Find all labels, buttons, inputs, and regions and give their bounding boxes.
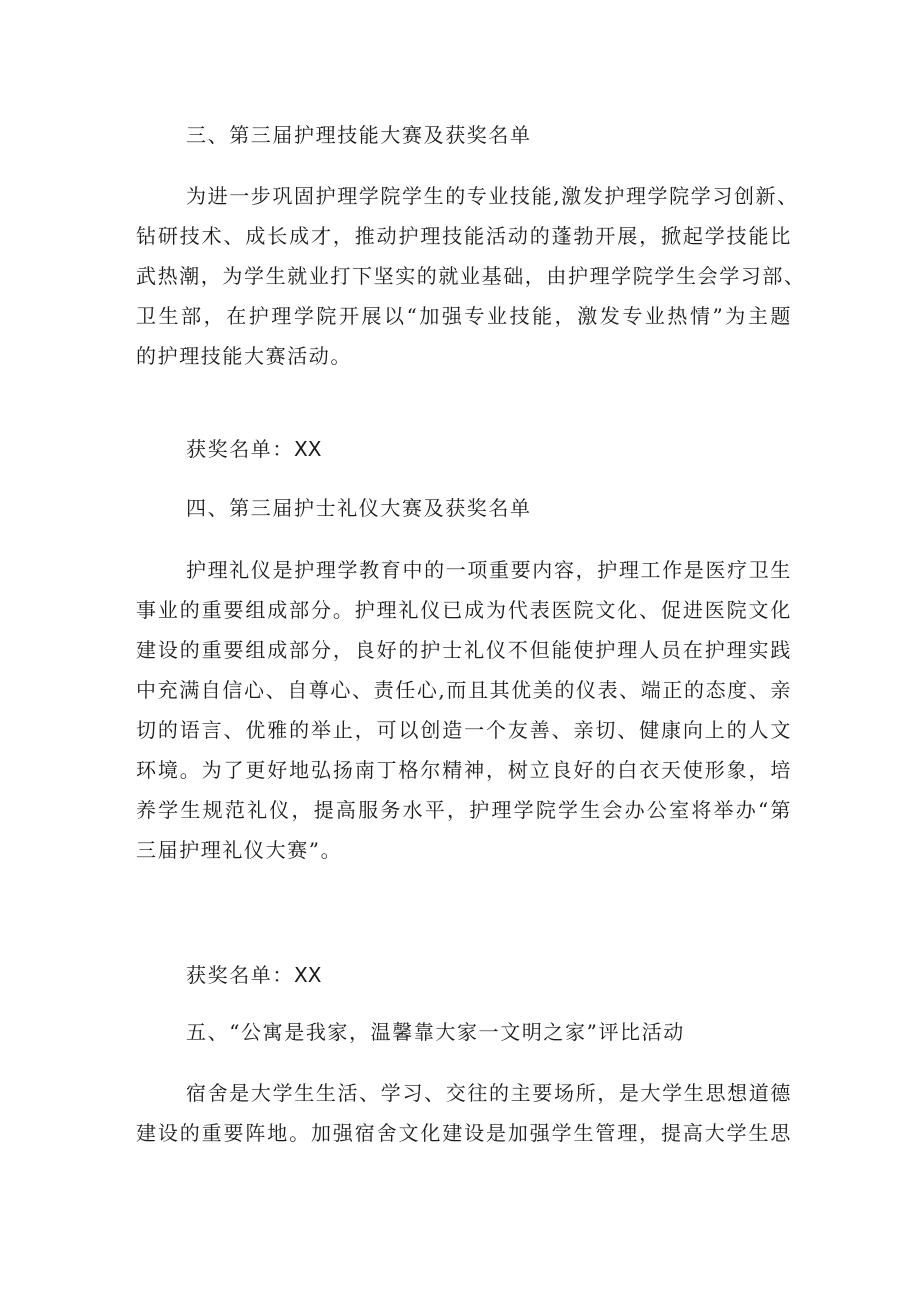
paragraph-line: 护理礼仪是护理学教育中的一项重要内容，护理工作是医疗卫生 bbox=[186, 558, 792, 582]
paragraph-line: 养学生规范礼仪，提高服务水平，护理学院学生会办公室将举办“第 bbox=[136, 798, 792, 822]
section-3-award bbox=[186, 429, 321, 469]
paragraph-line: 事业的重要组成部分。护理礼仪已成为代表医院文化、促进医院文化 bbox=[136, 598, 792, 622]
award-label: 获奖名单： bbox=[186, 963, 294, 987]
award-value: XX bbox=[294, 963, 322, 987]
paragraph-line: 为进一步巩固护理学院学生的专业技能,激发护理学院学习创新、 bbox=[186, 184, 799, 208]
section-3-paragraph bbox=[136, 176, 806, 376]
award-label: 获奖名单： bbox=[186, 437, 294, 461]
paragraph-line: 切的语言、优雅的举止，可以创造一个友善、亲切、健康向上的人文 bbox=[136, 718, 792, 742]
paragraph-line: 中充满自信心、自尊心、责任心,而且其优美的仪表、端正的态度、亲 bbox=[136, 678, 792, 702]
section-5-paragraph bbox=[136, 1073, 792, 1153]
award-value: XX bbox=[294, 437, 322, 461]
paragraph-line: 环境。为了更好地弘扬南丁格尔精神，树立良好的白衣天使形象，培 bbox=[136, 758, 792, 782]
paragraph-line: 三届护理礼仪大赛”。 bbox=[136, 838, 343, 862]
section-4-paragraph bbox=[136, 550, 792, 870]
paragraph-line: 的护理技能大赛活动。 bbox=[136, 344, 352, 368]
section-3-heading: 三、第三届护理技能大赛及获奖名单 bbox=[186, 123, 532, 147]
paragraph-line: 卫生部，在护理学院开展以“加强专业技能，激发专业热情”为主题 bbox=[136, 304, 792, 328]
paragraph-line: 武热潮，为学生就业打下坚实的就业基础，由护理学院学生会学习部、 bbox=[136, 264, 806, 288]
paragraph-line: 宿舍是大学生生活、学习、交往的主要场所，是大学生思想道德 bbox=[186, 1081, 792, 1105]
paragraph-line: 钻研技术、成长成才，推动护理技能活动的蓬勃开展，掀起学技能比 bbox=[136, 224, 792, 248]
section-5-heading: 五、“公寓是我家，温馨靠大家一文明之家”评比活动 bbox=[186, 1020, 685, 1044]
section-4-heading: 四、第三届护士礼仪大赛及获奖名单 bbox=[186, 496, 532, 520]
paragraph-line: 建设的重要阵地。加强宿舍文化建设是加强学生管理，提高大学生思 bbox=[136, 1121, 792, 1145]
section-4-award bbox=[186, 955, 321, 995]
paragraph-line: 建设的重要组成部分，良好的护士礼仪不但能使护理人员在护理实践 bbox=[136, 638, 792, 662]
